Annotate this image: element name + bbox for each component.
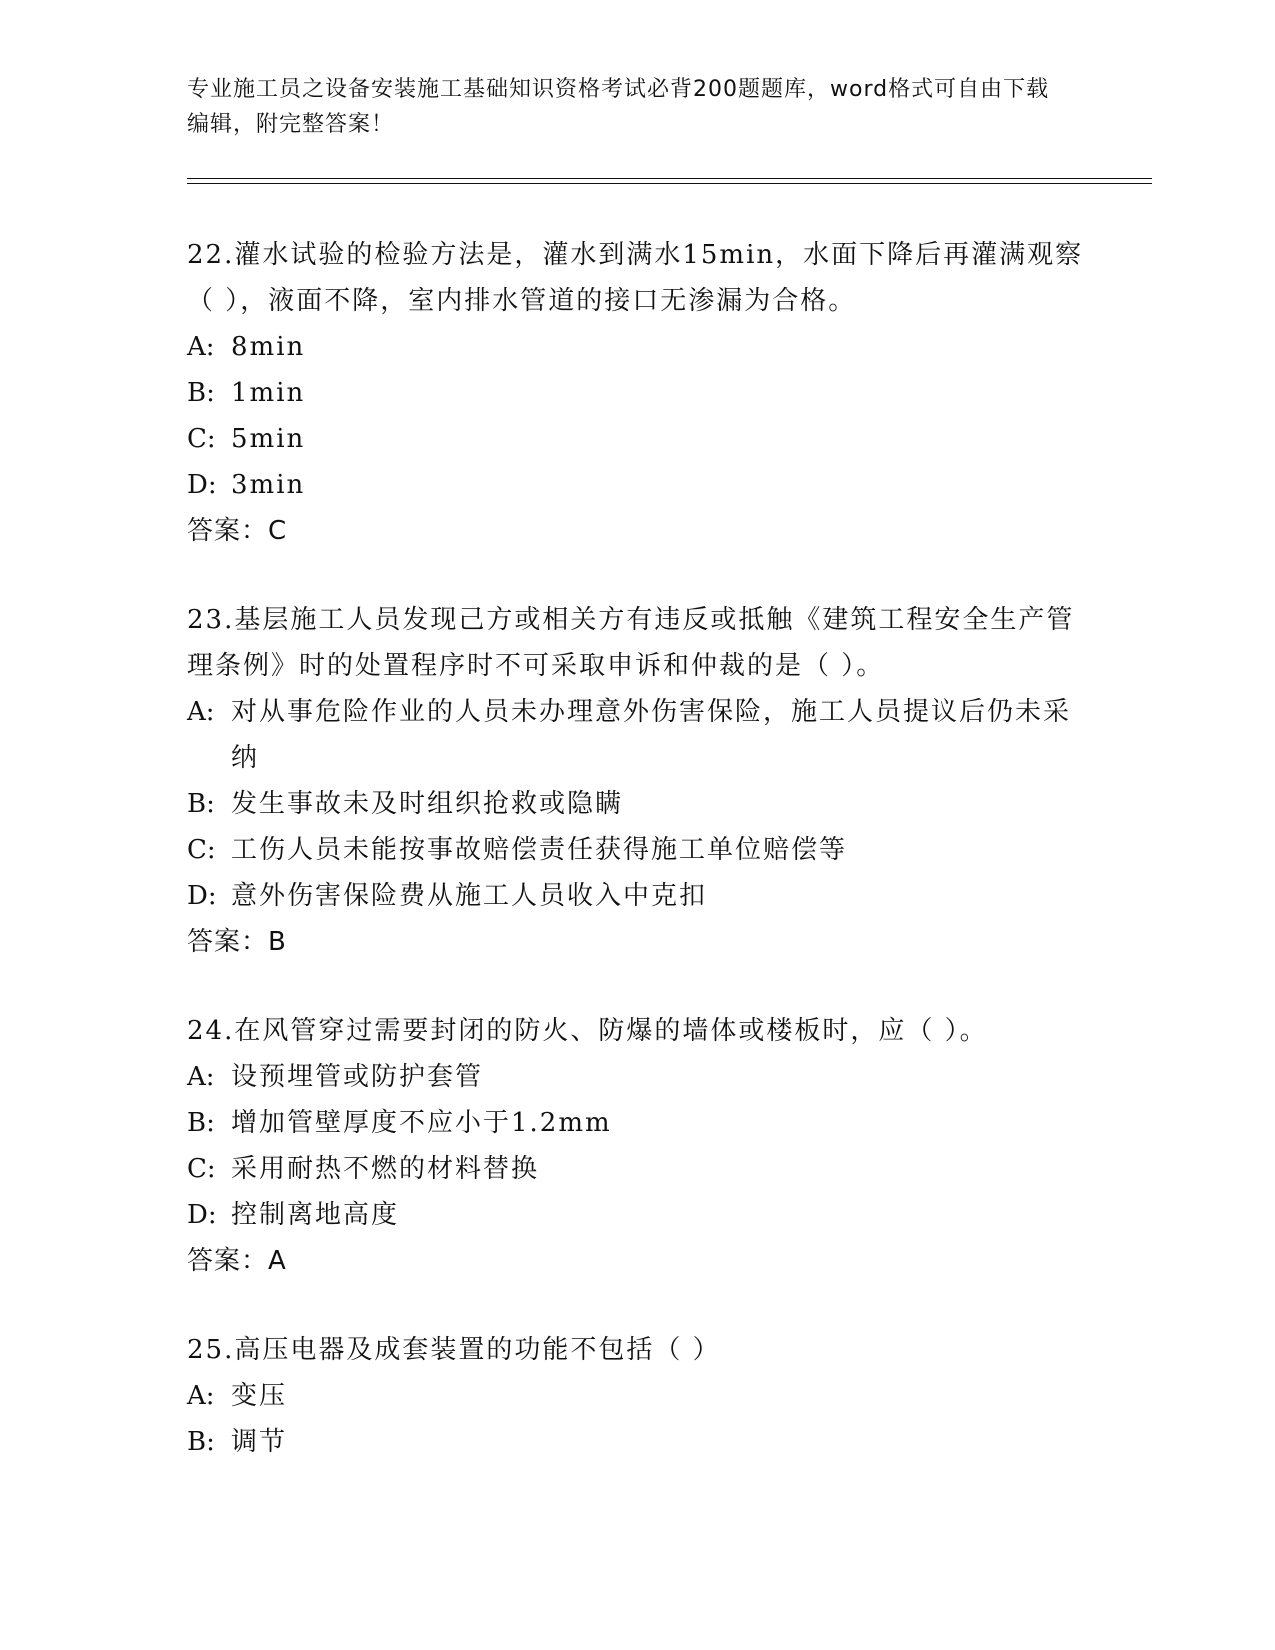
option-text: 工伤人员未能按事故赔偿责任获得施工单位赔偿等 — [231, 835, 848, 865]
option-text: 调节 — [231, 1427, 288, 1457]
header-rule-bottom — [187, 183, 1152, 184]
question-stem: 24.在风管穿过需要封闭的防火、防爆的墙体或楼板时，应（ ）。 — [187, 1016, 988, 1046]
question-24 — [187, 1008, 1087, 1284]
option-label: A: — [187, 1062, 215, 1092]
option-d — [187, 1192, 1087, 1238]
option-text: 对从事危险作业的人员未办理意外伤害保险，施工人员提议后仍未采纳 — [231, 697, 1072, 773]
option-label: D: — [187, 1200, 217, 1230]
question-23 — [187, 597, 1087, 965]
option-b — [187, 781, 1087, 827]
option-text: 8min — [231, 332, 306, 362]
question-stem: 23.基层施工人员发现己方或相关方有违反或抵触《建筑工程安全生产管理条例》时的处置程序时不可采取申诉和仲裁的是（ ）。 — [187, 605, 1075, 681]
answer-line: 答案：A — [187, 1246, 287, 1276]
option-d — [187, 873, 1087, 919]
header-rule-top — [187, 178, 1152, 179]
option-a — [187, 324, 1087, 370]
option-text: 发生事故未及时组织抢救或隐瞒 — [231, 789, 624, 819]
option-label: A: — [187, 1381, 215, 1411]
question-22 — [187, 232, 1087, 554]
option-a — [187, 1054, 1087, 1100]
document-header: 专业施工员之设备安装施工基础知识资格考试必背200题题库，word格式可自由下载编辑，附完整答案！ — [187, 77, 1050, 137]
answer-line: 答案：B — [187, 927, 287, 957]
option-label: B: — [187, 1427, 215, 1457]
option-b — [187, 1419, 1087, 1465]
option-label: A: — [187, 332, 215, 362]
option-label: C: — [187, 424, 216, 454]
question-25 — [187, 1327, 1087, 1465]
option-text: 5min — [231, 424, 306, 454]
option-label: A: — [187, 697, 215, 727]
option-a — [187, 689, 1087, 781]
option-text: 增加管壁厚度不应小于1.2mm — [231, 1108, 612, 1138]
option-label: B: — [187, 378, 215, 408]
option-c — [187, 416, 1087, 462]
option-b — [187, 370, 1087, 416]
option-a — [187, 1373, 1087, 1419]
option-text: 设预埋管或防护套管 — [231, 1062, 484, 1092]
option-label: B: — [187, 1108, 215, 1138]
option-label: D: — [187, 881, 217, 911]
option-label: D: — [187, 470, 217, 500]
question-stem: 22.灌水试验的检验方法是，灌水到满水15min，水面下降后再灌满观察（ ），液面不降，室内排水管道的接口无渗漏为合格。 — [187, 240, 1084, 316]
option-b — [187, 1100, 1087, 1146]
question-stem: 25.高压电器及成套装置的功能不包括（ ） — [187, 1335, 721, 1365]
option-text: 控制离地高度 — [231, 1200, 400, 1230]
option-label: C: — [187, 835, 216, 865]
option-text: 意外伤害保险费从施工人员收入中克扣 — [231, 881, 708, 911]
option-label: B: — [187, 789, 215, 819]
option-label: C: — [187, 1154, 216, 1184]
option-c — [187, 1146, 1087, 1192]
answer-line: 答案：C — [187, 516, 288, 546]
option-text: 变压 — [231, 1381, 288, 1411]
option-text: 3min — [231, 470, 306, 500]
option-text: 采用耐热不燃的材料替换 — [231, 1154, 540, 1184]
option-d — [187, 462, 1087, 508]
option-text: 1min — [231, 378, 306, 408]
option-c — [187, 827, 1087, 873]
